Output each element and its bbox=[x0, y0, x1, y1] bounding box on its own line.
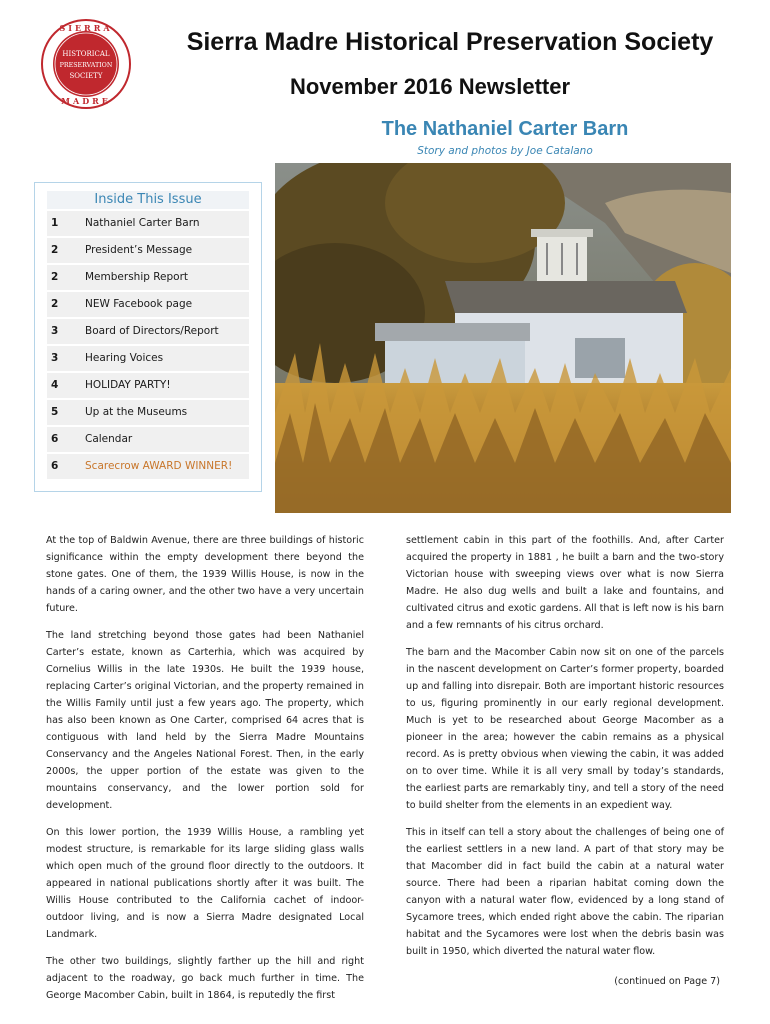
toc-page-number: 1 bbox=[51, 217, 59, 229]
newsletter-issue: November 2016 Newsletter bbox=[289, 74, 571, 99]
toc-page-number: 3 bbox=[51, 325, 59, 337]
article-column-left bbox=[46, 532, 364, 1014]
toc-page-number: 6 bbox=[51, 460, 59, 472]
article-paragraph: The barn and the Macomber Cabin now sit on one of the parcels in the nascent development on Carter’s former property, boarded up and falling into disrepair. Both are important historic resources to us, figuring prominently in our early regional development. Much is yet to be researched about George Macomber as a pioneer in the area; however the cabin remains as a physical record. As is pretty obvious when viewing the cabin, it was added on to over time. While it is all very small by today’s standards, the earliest parts are remarkably tiny, and tell a story of the need to build shelter from the elements in an expedient way. bbox=[406, 647, 724, 811]
toc-page-number: 2 bbox=[51, 244, 59, 256]
toc-row bbox=[47, 319, 249, 344]
toc-row bbox=[47, 373, 249, 398]
toc-entry-title: Nathaniel Carter Barn bbox=[85, 217, 200, 229]
toc-page-number: 5 bbox=[51, 406, 59, 418]
toc-row bbox=[47, 265, 249, 290]
toc-row bbox=[47, 454, 249, 479]
continued-note: (continued on Page 7) bbox=[614, 976, 720, 987]
toc-row bbox=[47, 400, 249, 425]
toc-page-number: 6 bbox=[51, 433, 59, 445]
logo-bottom-text: MADRE bbox=[61, 96, 111, 106]
society-logo bbox=[40, 18, 132, 110]
article-paragraph: At the top of Baldwin Avenue, there are three buildings of historic significance within the empty development there beyond the stone gates. One of them, the 1939 Willis House, is now in the hands of a caring owner, and the other two have a very uncertain future. bbox=[46, 535, 364, 614]
inside-this-issue-box bbox=[34, 182, 262, 492]
article-paragraph: The land stretching beyond those gates had been Nathaniel Carter’s estate, known as Carterhia, which was acquired by Cornelius Willis in the late 1930s. He built the 1939 house, replacing Carter’s original Victorian, and the property remained in the Willis Family until just a few years ago. The property, which has also been known as One Carter, comprised 64 acres that is contiguous with land held by the Sierra Madre Mountains Conservancy and the Angeles National Forest. Then, in the early 2000s, the upper portion of the estate was given to the mountains conservancy, and the lower portion sold for development. bbox=[46, 630, 364, 811]
toc-page-number: 3 bbox=[51, 352, 59, 364]
toc-list bbox=[47, 211, 249, 481]
toc-entry-title: HOLIDAY PARTY! bbox=[85, 379, 171, 391]
story-byline: Story and photos by Joe Catalano bbox=[417, 145, 593, 157]
toc-row bbox=[47, 292, 249, 317]
logo-line2: PRESERVATION bbox=[59, 62, 113, 69]
barn-photo bbox=[275, 163, 731, 513]
toc-row bbox=[47, 211, 249, 236]
toc-entry-title: Board of Directors/Report bbox=[85, 325, 219, 337]
toc-entry-title: Scarecrow AWARD WINNER! bbox=[85, 460, 233, 472]
toc-page-number: 2 bbox=[51, 271, 59, 283]
newsletter-title: Sierra Madre Historical Preservation Society bbox=[186, 28, 714, 56]
toc-page-number: 2 bbox=[51, 298, 59, 310]
toc-heading: Inside This Issue bbox=[47, 191, 249, 209]
toc-entry-title: Hearing Voices bbox=[85, 352, 164, 364]
toc-row bbox=[47, 346, 249, 371]
toc-entry-title: NEW Facebook page bbox=[85, 298, 193, 310]
article-column-right bbox=[406, 532, 724, 970]
article-paragraph: This in itself can tell a story about the challenges of being one of the earliest settlers in a new land. A part of that story may be that Macomber did in fact build the cabin at a natural water source. There had been a riparian habitat coming down the canyon with a natural water flow, evidenced by a long stand of Sycamore trees, which ended right above the cabin. The riparian habitat and the Sycamores were lost when the debris basin was built in 1950, which diverted the natural water flow. bbox=[406, 827, 724, 957]
toc-entry-title: President’s Message bbox=[85, 244, 193, 256]
toc-entry-title: Calendar bbox=[85, 433, 133, 445]
toc-entry-title: Membership Report bbox=[85, 271, 189, 283]
story-title: The Nathaniel Carter Barn bbox=[381, 118, 629, 140]
toc-row bbox=[47, 427, 249, 452]
article-paragraph: On this lower portion, the 1939 Willis House, a rambling yet modest structure, is remarkable for its large sliding glass walls which open much of the ground floor directly to the outdoors. It appeared in national publications shortly after it was built. The Willis House contributed to the California cachet of indoor-outdoor living, and is now a Sierra Madre designated Local Landmark. bbox=[46, 827, 364, 940]
toc-entry-title: Up at the Museums bbox=[85, 406, 188, 418]
logo-line1: HISTORICAL bbox=[62, 50, 110, 58]
article-paragraph: The other two buildings, slightly farther up the hill and right adjacent to the roadway, go back much further in time. The George Macomber Cabin, built in 1864, is reputedly the first bbox=[46, 956, 364, 1001]
article-paragraph: settlement cabin in this part of the foothills. And, after Carter acquired the property in 1881 , he built a barn and the two-story Victorian house with sweeping views over what is now Sierra Madre. He also dug wells and built a lake and fountains, and cultivated citrus and exotic gardens. All that is left now is his barn and a few remnants of his citrus orchard. bbox=[406, 535, 724, 631]
toc-row bbox=[47, 238, 249, 263]
toc-page-number: 4 bbox=[51, 379, 59, 391]
logo-line3: SOCIETY bbox=[69, 72, 103, 80]
logo-top-text: SIERRA bbox=[59, 23, 113, 33]
